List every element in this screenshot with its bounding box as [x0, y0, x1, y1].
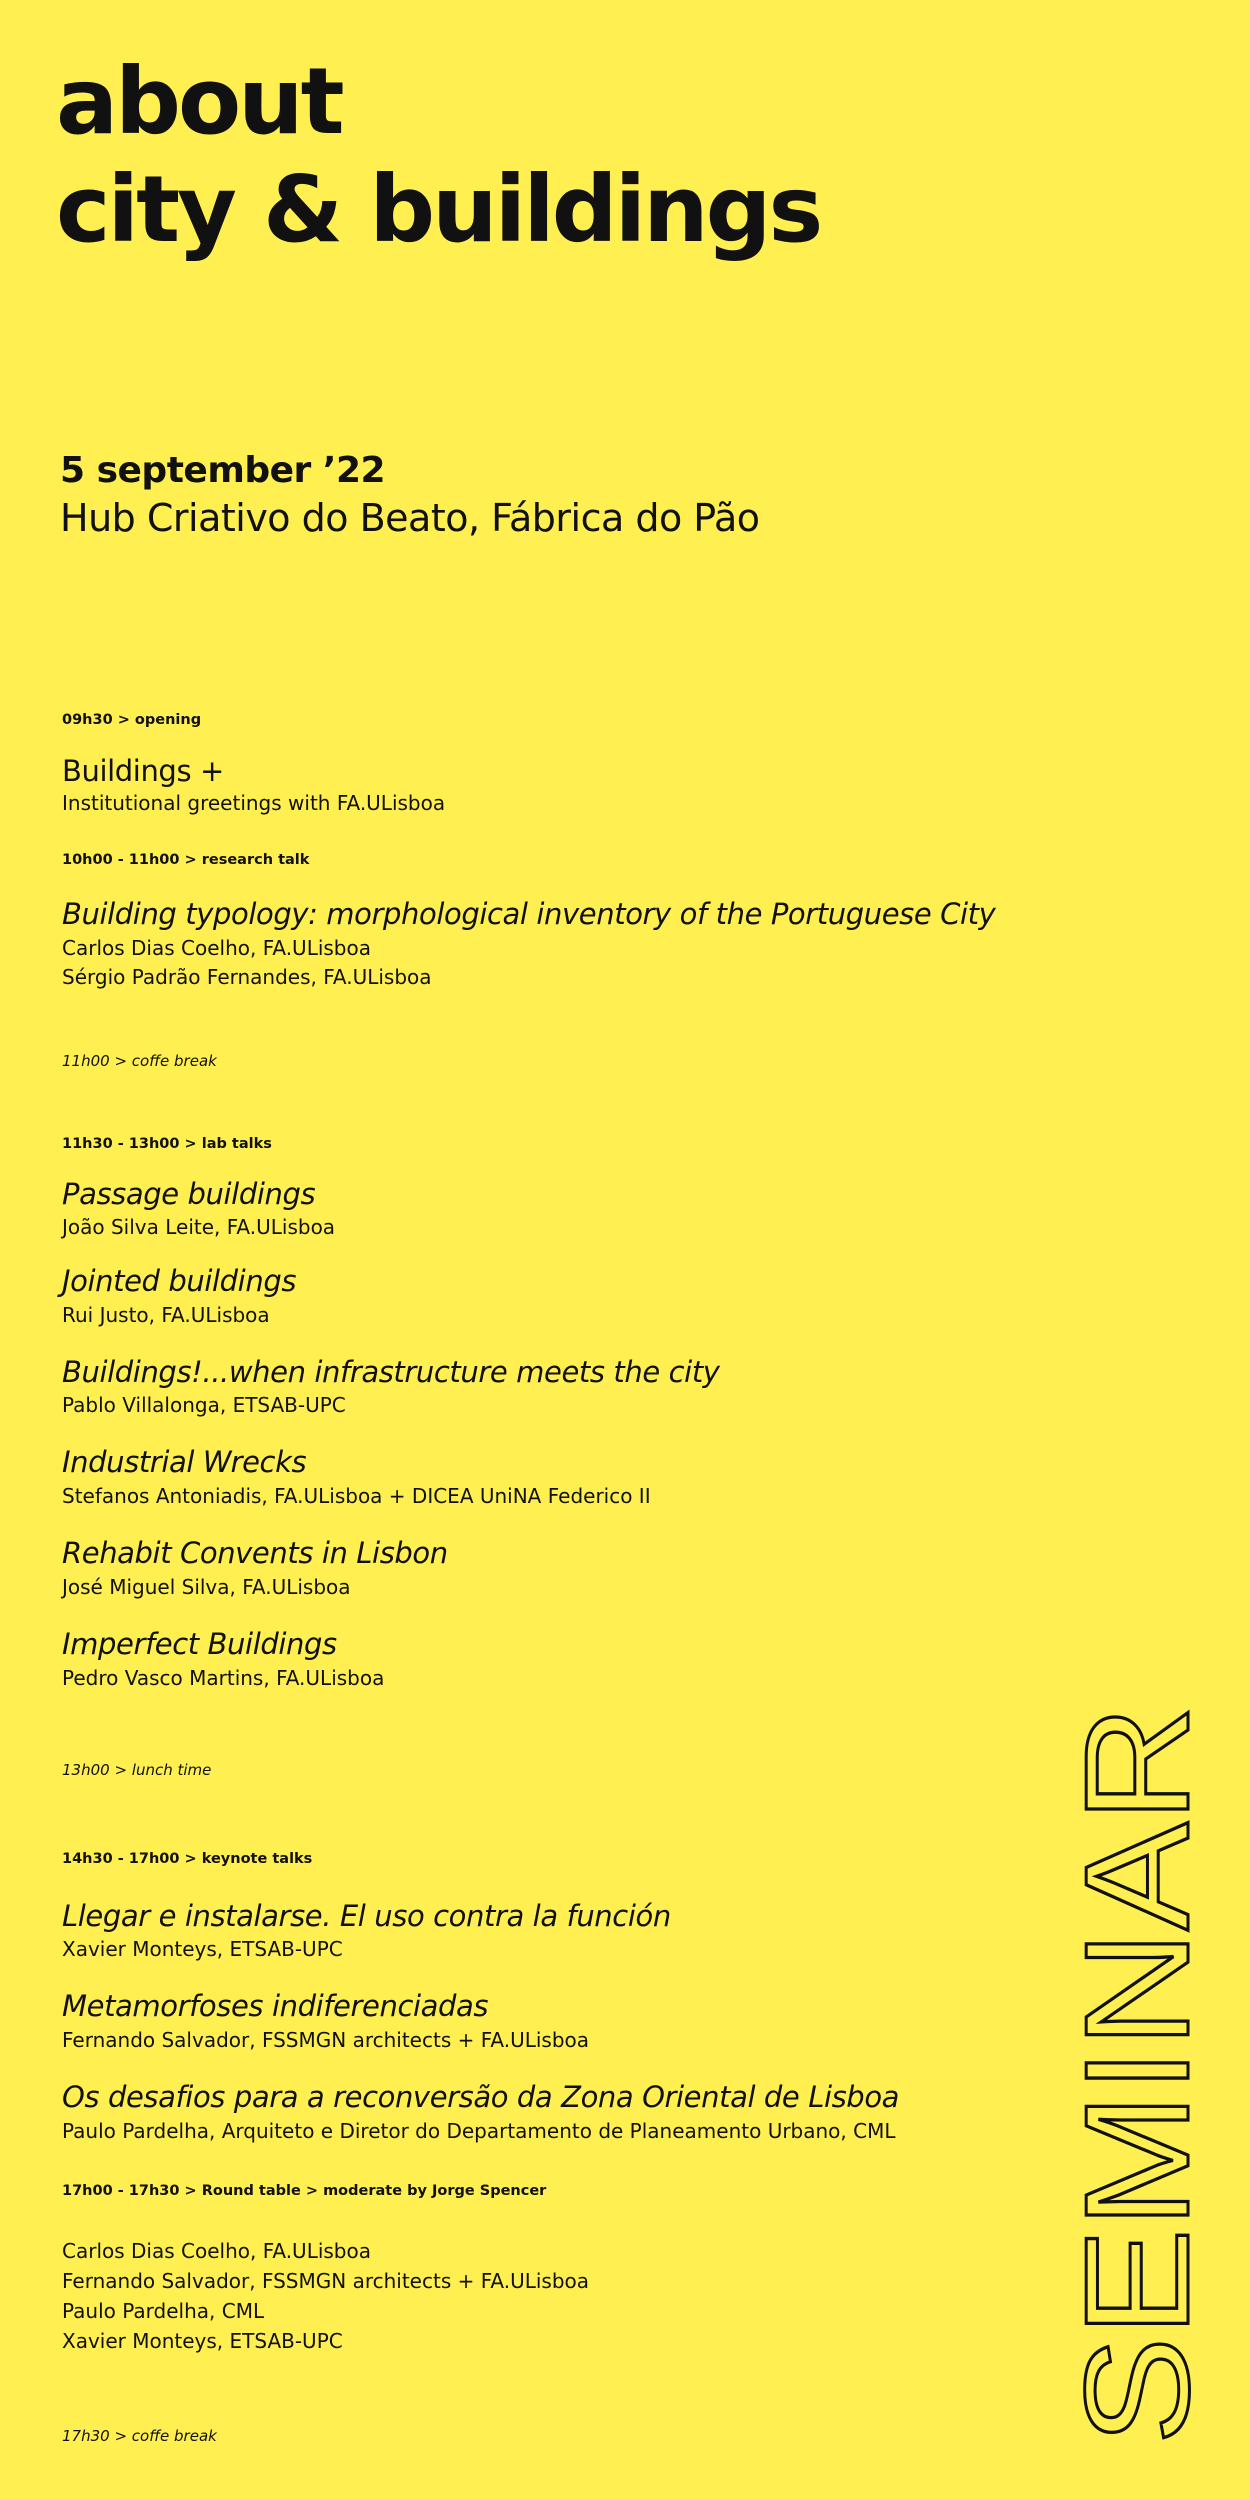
title-line-1: about	[56, 48, 342, 155]
lab-talk-title: Jointed buildings	[62, 1264, 297, 1298]
keynote-time: 14h30 - 17h00 > keynote talks	[62, 1851, 313, 1867]
opening-speaker: Institutional greetings with FA.ULisboa	[62, 791, 446, 815]
opening-time: 09h30 > opening	[62, 712, 202, 728]
seminar-vertical-label	[1055, 1700, 1220, 2450]
lab-talk-speaker: João Silva Leite, FA.ULisboa	[62, 1215, 336, 1239]
lunch-break: 13h00 > lunch time	[62, 1761, 212, 1779]
event-venue: Hub Criativo do Beato, Fábrica do Pão	[60, 496, 760, 540]
coffee-break-2: 17h30 > coffe break	[62, 2427, 217, 2445]
lab-talk-title: Buildings!...when infrastructure meets the city	[62, 1355, 720, 1389]
roundtable-participant: Carlos Dias Coelho, FA.ULisboa	[62, 2239, 371, 2263]
lab-talk-title: Industrial Wrecks	[62, 1445, 307, 1479]
keynote-talk-speaker: Paulo Pardelha, Arquiteto e Diretor do Departamento de Planeamento Urbano, CML	[62, 2119, 896, 2143]
lab-talk-speaker: José Miguel Silva, FA.ULisboa	[62, 1575, 351, 1599]
keynote-talk-speaker: Fernando Salvador, FSSMGN architects + FA.ULisboa	[62, 2028, 590, 2052]
roundtable-participant: Xavier Monteys, ETSAB-UPC	[62, 2329, 343, 2353]
roundtable-participant: Fernando Salvador, FSSMGN architects + FA.ULisboa	[62, 2269, 590, 2293]
lab-talk-speaker: Stefanos Antoniadis, FA.ULisboa + DICEA UniNA Federico II	[62, 1484, 651, 1508]
research-time: 10h00 - 11h00 > research talk	[62, 852, 310, 868]
seminar-text: SEMINAR	[1055, 1770, 1220, 2445]
lab-time: 11h30 - 13h00 > lab talks	[62, 1136, 272, 1152]
roundtable-participant: Paulo Pardelha, CML	[62, 2299, 265, 2323]
lab-talk-title: Imperfect Buildings	[62, 1627, 337, 1661]
opening-title: Buildings +	[62, 754, 224, 788]
lab-talk-speaker: Pablo Villalonga, ETSAB-UPC	[62, 1393, 346, 1417]
keynote-talk-speaker: Xavier Monteys, ETSAB-UPC	[62, 1937, 343, 1961]
keynote-talk-title: Os desafios para a reconversão da Zona Oriental de Lisboa	[62, 2080, 900, 2114]
coffee-break-1: 11h00 > coffe break	[62, 1052, 217, 1070]
research-speaker-1: Carlos Dias Coelho, FA.ULisboa	[62, 936, 371, 960]
research-title: Building typology: morphological inventory of the Portuguese City	[62, 897, 996, 931]
poster-title	[56, 48, 820, 264]
research-speaker-2: Sérgio Padrão Fernandes, FA.ULisboa	[62, 965, 432, 989]
title-line-2: city & buildings	[56, 156, 821, 263]
lab-talk-title: Passage buildings	[62, 1177, 316, 1211]
keynote-talk-title: Metamorfoses indiferenciadas	[62, 1989, 489, 2023]
keynote-talk-title: Llegar e instalarse. El uso contra la función	[62, 1899, 671, 1933]
lab-talk-title: Rehabit Convents in Lisbon	[62, 1536, 448, 1570]
lab-talk-speaker: Pedro Vasco Martins, FA.ULisboa	[62, 1666, 385, 1690]
roundtable-time: 17h00 - 17h30 > Round table > moderate by Jorge Spencer	[62, 2183, 547, 2199]
lab-talk-speaker: Rui Justo, FA.ULisboa	[62, 1303, 270, 1327]
event-date: 5 september ’22	[60, 450, 386, 491]
